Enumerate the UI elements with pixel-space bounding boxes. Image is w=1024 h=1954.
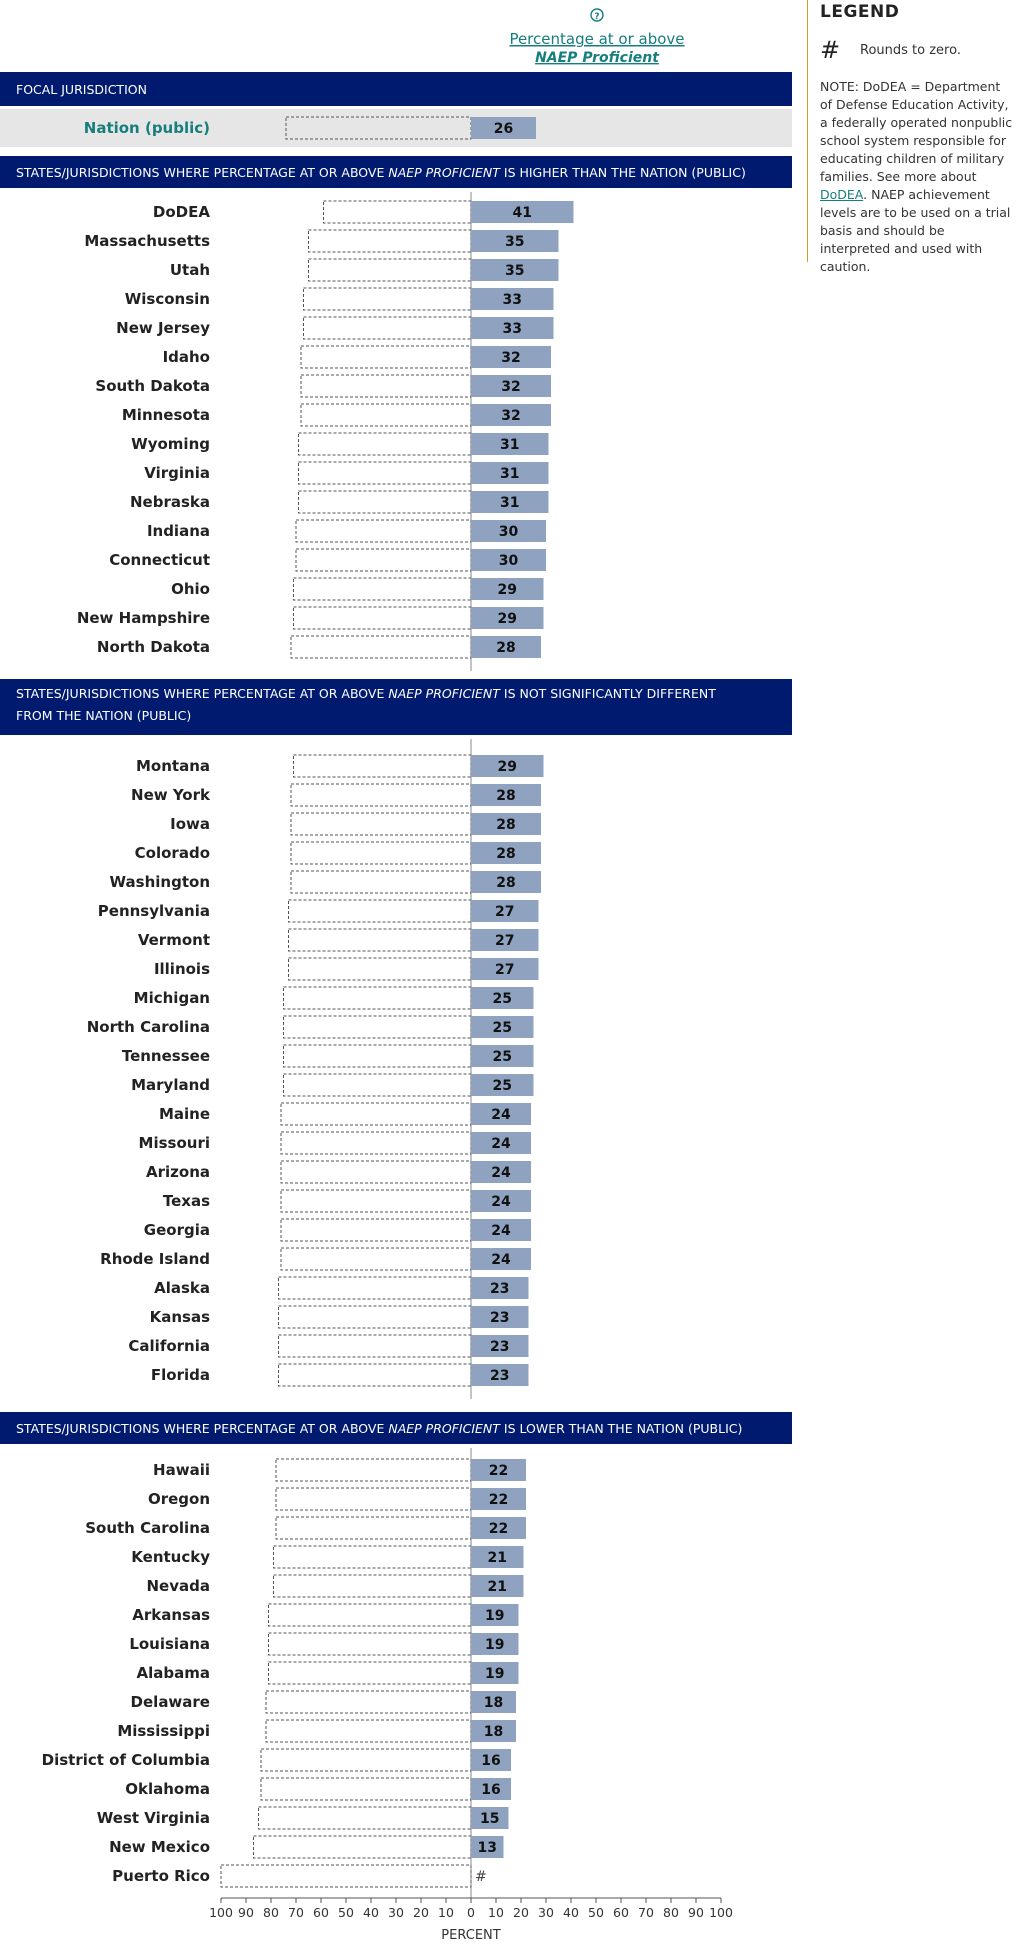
jurisdiction-label: Virginia bbox=[144, 464, 210, 482]
value-label: 32 bbox=[501, 379, 521, 395]
x-tick-label: 30 bbox=[538, 1905, 554, 1920]
below-proficient-bar bbox=[304, 288, 472, 310]
below-proficient-bar bbox=[289, 929, 472, 951]
jurisdiction-label: Maine bbox=[158, 1105, 210, 1123]
below-proficient-bar bbox=[281, 1248, 471, 1270]
below-proficient-bar bbox=[324, 201, 472, 223]
below-proficient-bar bbox=[289, 900, 472, 922]
jurisdiction-label: Oklahoma bbox=[125, 1780, 210, 1798]
value-label: 32 bbox=[501, 350, 521, 366]
below-proficient-bar bbox=[261, 1778, 471, 1800]
value-label: 23 bbox=[490, 1310, 510, 1326]
value-label: 24 bbox=[491, 1107, 511, 1123]
x-tick-label: 60 bbox=[613, 1905, 629, 1920]
jurisdiction-label: Kentucky bbox=[131, 1548, 210, 1566]
below-proficient-bar bbox=[276, 1459, 471, 1481]
below-proficient-bar bbox=[309, 259, 472, 281]
value-label: 28 bbox=[496, 875, 516, 891]
below-proficient-bar bbox=[276, 1517, 471, 1539]
jurisdiction-label: Minnesota bbox=[121, 406, 210, 424]
jurisdiction-label: South Dakota bbox=[95, 377, 210, 395]
jurisdiction-label: Oregon bbox=[147, 1490, 210, 1508]
value-label: 25 bbox=[492, 991, 512, 1007]
value-label: 30 bbox=[498, 553, 519, 569]
value-label: 41 bbox=[512, 205, 532, 221]
jurisdiction-label: District of Columbia bbox=[41, 1751, 210, 1769]
x-tick-label: 40 bbox=[363, 1905, 379, 1920]
header-title-line1[interactable]: Percentage at or above bbox=[509, 30, 685, 48]
jurisdiction-label: Wyoming bbox=[131, 435, 210, 453]
below-proficient-bar bbox=[284, 1074, 472, 1096]
jurisdiction-label: Colorado bbox=[134, 844, 210, 862]
below-proficient-bar bbox=[266, 1720, 471, 1742]
value-label: 24 bbox=[491, 1136, 511, 1152]
below-proficient-bar bbox=[291, 813, 471, 835]
x-tick-label: 0 bbox=[467, 1905, 475, 1920]
jurisdiction-label: Rhode Island bbox=[100, 1250, 210, 1268]
value-label: 28 bbox=[496, 788, 516, 804]
hash-symbol: # bbox=[820, 36, 841, 64]
jurisdiction-label: Montana bbox=[135, 757, 210, 775]
jurisdiction-label: Texas bbox=[162, 1192, 210, 1210]
below-proficient-bar bbox=[291, 784, 471, 806]
value-label: 22 bbox=[488, 1492, 509, 1508]
below-proficient-bar bbox=[304, 317, 472, 339]
section-heading: STATES/JURISDICTIONS WHERE PERCENTAGE AT OR ABOVE NAEP PROFICIENT IS HIGHER THAN THE NATION (PUBLIC) bbox=[16, 165, 746, 180]
jurisdiction-label: Connecticut bbox=[109, 551, 210, 569]
value-label: 25 bbox=[492, 1078, 512, 1094]
value-label: 24 bbox=[491, 1223, 511, 1239]
x-tick-label: 100 bbox=[209, 1905, 233, 1920]
x-tick-label: 70 bbox=[638, 1905, 654, 1920]
section-heading: STATES/JURISDICTIONS WHERE PERCENTAGE AT OR ABOVE NAEP PROFICIENT IS LOWER THAN THE NATION (PUBLIC) bbox=[16, 1421, 743, 1436]
value-label: 22 bbox=[488, 1463, 509, 1479]
below-proficient-bar bbox=[281, 1132, 471, 1154]
jurisdiction-label: Wisconsin bbox=[124, 290, 210, 308]
x-tick-label: 10 bbox=[438, 1905, 454, 1920]
below-proficient-bar bbox=[279, 1364, 472, 1386]
below-proficient-bar bbox=[279, 1306, 472, 1328]
below-proficient-bar bbox=[279, 1335, 472, 1357]
value-label: 21 bbox=[487, 1579, 507, 1595]
below-proficient-bar bbox=[266, 1691, 471, 1713]
value-label: 25 bbox=[492, 1020, 512, 1036]
below-proficient-bar bbox=[301, 375, 471, 397]
jurisdiction-label: New Jersey bbox=[116, 319, 210, 337]
value-label: 22 bbox=[488, 1521, 509, 1537]
jurisdiction-label: Puerto Rico bbox=[112, 1867, 210, 1885]
value-label: 19 bbox=[485, 1608, 505, 1624]
below-proficient-bar bbox=[294, 578, 472, 600]
x-axis-title: PERCENT bbox=[441, 1928, 501, 1943]
value-label: 21 bbox=[487, 1550, 507, 1566]
jurisdiction-label: Idaho bbox=[162, 348, 210, 366]
value-label: 35 bbox=[505, 263, 525, 279]
below-proficient-bar bbox=[281, 1161, 471, 1183]
below-proficient-bar bbox=[299, 491, 472, 513]
header-title-line2[interactable]: NAEP Proficient bbox=[535, 50, 659, 66]
jurisdiction-label: Alabama bbox=[136, 1664, 210, 1682]
x-tick-label: 30 bbox=[388, 1905, 404, 1920]
below-proficient-bar bbox=[259, 1807, 472, 1829]
below-proficient-bar bbox=[284, 1016, 472, 1038]
x-tick-label: 70 bbox=[288, 1905, 304, 1920]
below-proficient-bar bbox=[281, 1103, 471, 1125]
below-proficient-bar bbox=[299, 462, 472, 484]
x-tick-label: 100 bbox=[709, 1905, 733, 1920]
jurisdiction-label: Arizona bbox=[146, 1163, 210, 1181]
value-label: 16 bbox=[481, 1753, 501, 1769]
value-label: 15 bbox=[480, 1811, 500, 1827]
below-proficient-bar bbox=[296, 549, 471, 571]
jurisdiction-label: New York bbox=[131, 786, 210, 804]
value-label: 19 bbox=[485, 1666, 505, 1682]
value-label: 23 bbox=[490, 1368, 510, 1384]
value-label: 31 bbox=[500, 466, 520, 482]
value-label: 24 bbox=[491, 1194, 511, 1210]
value-label: 25 bbox=[492, 1049, 512, 1065]
value-label: 24 bbox=[491, 1252, 511, 1268]
jurisdiction-label: Nation (public) bbox=[83, 119, 210, 137]
jurisdiction-label: Tennessee bbox=[121, 1047, 210, 1065]
value-label: 33 bbox=[502, 292, 522, 308]
jurisdiction-label: Nevada bbox=[146, 1577, 210, 1595]
below-proficient-bar bbox=[299, 433, 472, 455]
jurisdiction-label: Georgia bbox=[143, 1221, 210, 1239]
jurisdiction-label: North Carolina bbox=[86, 1018, 210, 1036]
below-proficient-bar bbox=[276, 1488, 471, 1510]
below-proficient-bar bbox=[261, 1749, 471, 1771]
note-text-1: NOTE: DoDEA = Department of Defense Education Activity, a federally operated nonpublic school system responsible for educating children of military families. See more about bbox=[820, 79, 1013, 184]
jurisdiction-label: Louisiana bbox=[129, 1635, 210, 1653]
x-tick-label: 60 bbox=[313, 1905, 329, 1920]
section-heading: FOCAL JURISDICTION bbox=[16, 82, 147, 97]
jurisdiction-label: North Dakota bbox=[96, 638, 210, 656]
jurisdiction-label: South Carolina bbox=[85, 1519, 210, 1537]
below-proficient-bar bbox=[301, 404, 471, 426]
jurisdiction-label: DoDEA bbox=[152, 203, 210, 221]
jurisdiction-label: Michigan bbox=[133, 989, 210, 1007]
jurisdiction-label: Pennsylvania bbox=[97, 902, 210, 920]
below-proficient-bar bbox=[301, 346, 471, 368]
below-proficient-bar bbox=[291, 842, 471, 864]
jurisdiction-label: Mississippi bbox=[117, 1722, 210, 1740]
x-tick-label: 20 bbox=[413, 1905, 429, 1920]
hash-description: Rounds to zero. bbox=[860, 42, 961, 58]
section-heading-line2: FROM THE NATION (PUBLIC) bbox=[16, 708, 192, 723]
jurisdiction-label: Arkansas bbox=[132, 1606, 210, 1624]
jurisdiction-label: New Mexico bbox=[109, 1838, 210, 1856]
jurisdiction-label: Indiana bbox=[146, 522, 210, 540]
value-label: 19 bbox=[485, 1637, 505, 1653]
value-label: # bbox=[475, 1869, 487, 1885]
legend-note bbox=[820, 78, 1015, 276]
chart-header bbox=[509, 9, 684, 66]
below-proficient-bar bbox=[291, 636, 471, 658]
below-proficient-bar bbox=[279, 1277, 472, 1299]
value-label: 23 bbox=[490, 1281, 510, 1297]
jurisdiction-label: Iowa bbox=[170, 815, 210, 833]
x-tick-label: 90 bbox=[238, 1905, 254, 1920]
question-mark-glyph: ? bbox=[594, 12, 600, 22]
below-proficient-bar bbox=[294, 755, 472, 777]
section-heading: STATES/JURISDICTIONS WHERE PERCENTAGE AT OR ABOVE NAEP PROFICIENT IS NOT SIGNIFICANTLY DIFFERENT bbox=[16, 686, 716, 701]
jurisdiction-label: Alaska bbox=[154, 1279, 210, 1297]
value-label: 29 bbox=[497, 611, 517, 627]
below-proficient-bar bbox=[254, 1836, 472, 1858]
x-tick-label: 10 bbox=[488, 1905, 504, 1920]
x-tick-label: 40 bbox=[563, 1905, 579, 1920]
below-proficient-bar bbox=[309, 230, 472, 252]
chart-body bbox=[0, 72, 792, 1943]
jurisdiction-label: California bbox=[128, 1337, 210, 1355]
below-proficient-bar bbox=[221, 1865, 471, 1887]
jurisdiction-label: Nebraska bbox=[129, 493, 210, 511]
below-proficient-bar bbox=[284, 1045, 472, 1067]
value-label: 28 bbox=[496, 846, 516, 862]
jurisdiction-label: Vermont bbox=[137, 931, 210, 949]
jurisdiction-label: Florida bbox=[150, 1366, 210, 1384]
dodea-link[interactable]: DoDEA bbox=[820, 187, 864, 202]
value-label: 16 bbox=[481, 1782, 501, 1798]
value-label: 27 bbox=[495, 904, 515, 920]
below-proficient-bar bbox=[281, 1190, 471, 1212]
x-tick-label: 90 bbox=[688, 1905, 704, 1920]
below-proficient-bar bbox=[269, 1604, 472, 1626]
value-label: 13 bbox=[477, 1840, 497, 1856]
below-proficient-bar bbox=[289, 958, 472, 980]
x-tick-label: 50 bbox=[338, 1905, 354, 1920]
jurisdiction-label: Ohio bbox=[171, 580, 210, 598]
jurisdiction-label: Kansas bbox=[149, 1308, 210, 1326]
jurisdiction-label: Hawaii bbox=[153, 1461, 210, 1479]
jurisdiction-label: West Virginia bbox=[96, 1809, 210, 1827]
value-label: 24 bbox=[491, 1165, 511, 1181]
legend-hash-row bbox=[820, 36, 1015, 64]
below-proficient-bar bbox=[274, 1546, 472, 1568]
x-tick-label: 80 bbox=[663, 1905, 679, 1920]
value-label: 29 bbox=[497, 759, 517, 775]
below-proficient-bar bbox=[274, 1575, 472, 1597]
below-proficient-bar bbox=[269, 1662, 472, 1684]
value-label: 18 bbox=[483, 1695, 504, 1711]
x-tick-label: 80 bbox=[263, 1905, 279, 1920]
value-label: 29 bbox=[497, 582, 517, 598]
value-label: 35 bbox=[505, 234, 525, 250]
value-label: 31 bbox=[500, 495, 520, 511]
jurisdiction-label: New Hampshire bbox=[76, 609, 210, 627]
value-label: 23 bbox=[490, 1339, 510, 1355]
value-label: 30 bbox=[498, 524, 519, 540]
value-label: 32 bbox=[501, 408, 521, 424]
below-proficient-bar bbox=[284, 987, 472, 1009]
jurisdiction-label: Utah bbox=[169, 261, 210, 279]
legend-panel bbox=[807, 0, 1015, 274]
jurisdiction-label: Delaware bbox=[130, 1693, 210, 1711]
below-proficient-bar bbox=[294, 607, 472, 629]
below-proficient-bar bbox=[291, 871, 471, 893]
below-proficient-bar bbox=[296, 520, 471, 542]
jurisdiction-label: Massachusetts bbox=[84, 232, 210, 250]
value-label: 28 bbox=[496, 817, 516, 833]
x-tick-label: 50 bbox=[588, 1905, 604, 1920]
value-label: 28 bbox=[496, 640, 516, 656]
jurisdiction-label: Washington bbox=[109, 873, 210, 891]
value-label: 26 bbox=[493, 121, 514, 137]
jurisdiction-label: Missouri bbox=[138, 1134, 210, 1152]
jurisdiction-label: Maryland bbox=[131, 1076, 210, 1094]
value-label: 27 bbox=[495, 933, 515, 949]
value-label: 27 bbox=[495, 962, 515, 978]
below-proficient-bar bbox=[269, 1633, 472, 1655]
x-tick-label: 20 bbox=[513, 1905, 529, 1920]
value-label: 18 bbox=[483, 1724, 504, 1740]
value-label: 33 bbox=[502, 321, 522, 337]
below-proficient-bar bbox=[281, 1219, 471, 1241]
note-text-2: . NAEP achievement levels are to be used on a trial basis and should be interpreted and used with caution. bbox=[820, 187, 1011, 274]
jurisdiction-label: Illinois bbox=[153, 960, 210, 978]
value-label: 31 bbox=[500, 437, 520, 453]
legend-title: LEGEND bbox=[820, 2, 900, 22]
